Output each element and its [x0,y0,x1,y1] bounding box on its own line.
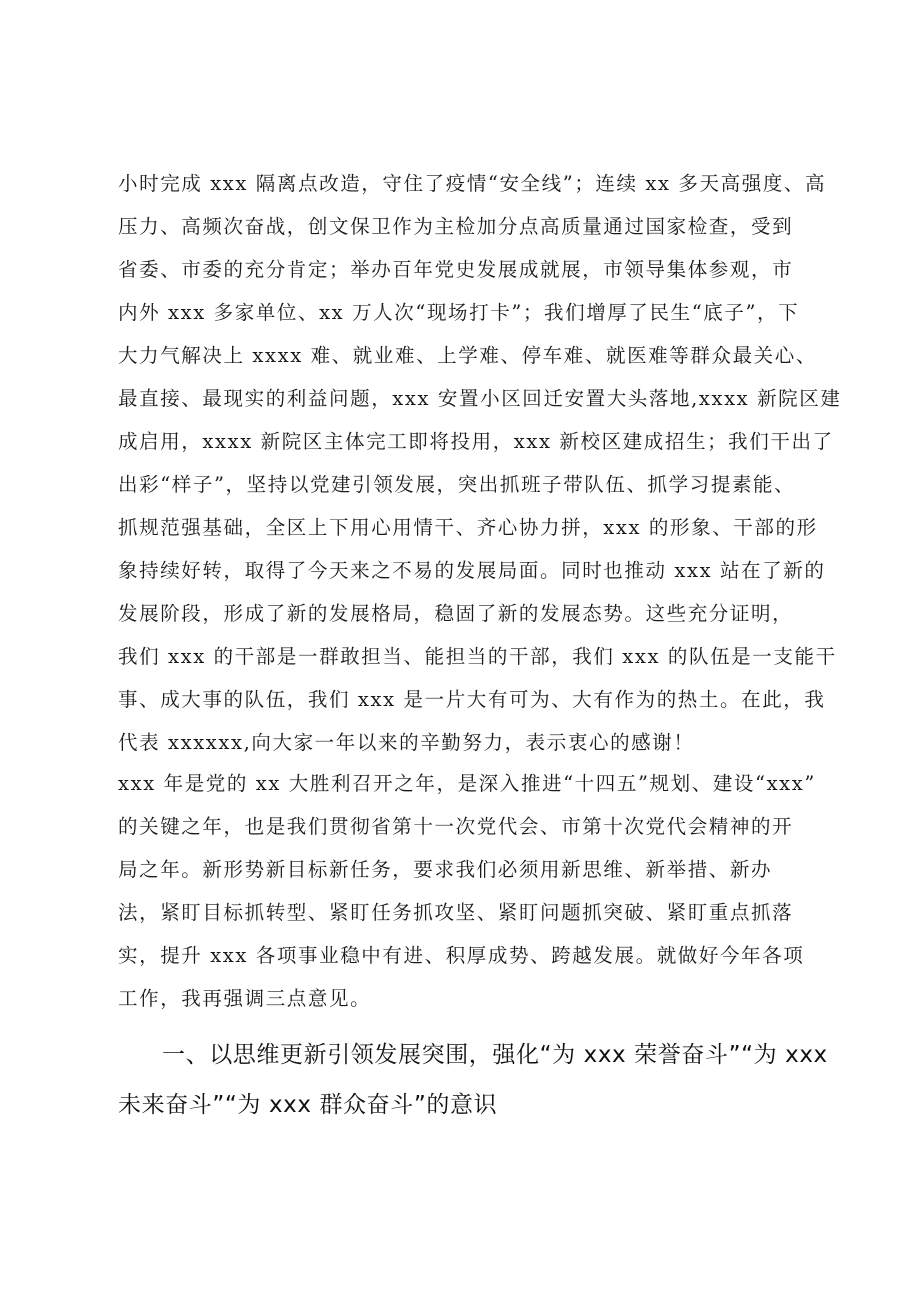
body-line: 局之年。新形势新目标新任务，要求我们必须用新思维、新举措、新办 [118,858,773,881]
body-line: 工作，我再强调三点意见。 [118,987,372,1010]
body-line: 出彩“样子”，坚持以党建引领发展，突出抓班子带队伍、抓学习提素能、 [118,473,796,496]
body-line: 内外 xxx 多家单位、xx 万人次“现场打卡”；我们增厚了民生“底子”，下 [118,301,800,324]
body-line: 法，紧盯目标抓转型、紧盯任务抓攻坚、紧盯问题抓突破、紧盯重点抓落 [118,901,794,924]
body-line: 象持续好转，取得了今天来之不易的发展局面。同时也推动 xxx 站在了新的 [118,559,826,582]
body-line: 的关键之年，也是我们贯彻省第十一次党代会、市第十次党代会精神的开 [118,815,794,838]
body-line: 代表 xxxxxx,向大家一年以来的辛勤努力，表示衷心的感谢！ [118,731,695,754]
section-heading-line-1: 一、以思维更新引领发展突围，强化“为 xxx 荣誉奋斗”“为 xxx [162,1042,828,1068]
body-line: 压力、高频次奋战，创文保卫作为主检加分点高质量通过国家检查，受到 [118,215,794,238]
body-line: 抓规范强基础，全区上下用心用情干、齐心协力拼，xxx 的形象、干部的形 [118,516,818,539]
body-line: 实，提升 xxx 各项事业稳中有进、积厚成势、跨越发展。就做好今年各项 [118,944,805,967]
body-line: 发展阶段，形成了新的发展格局，稳固了新的发展态势。这些充分证明， [118,602,794,625]
body-line: 省委、市委的充分肯定；举办百年党史发展成就展，市领导集体参观，市 [118,258,794,281]
section-heading-line-2: 未来奋斗”“为 xxx 群众奋斗”的意识 [118,1092,498,1118]
body-line: 大力气解决上 xxxx 难、就业难、上学难、停车难、就医难等群众最关心、 [118,344,817,367]
body-line: 事、成大事的队伍，我们 xxx 是一片大有可为、大有作为的热土。在此，我 [118,688,826,711]
body-line: 最直接、最现实的利益问题，xxx 安置小区回迁安置大头落地,xxxx 新院区建 [118,387,842,410]
body-line: xxx 年是党的 xx 大胜利召开之年，是深入推进“十四五”规划、建设“xxx” [118,772,816,795]
body-line: 我们 xxx 的干部是一群敢担当、能担当的干部，我们 xxx 的队伍是一支能干 [118,645,837,668]
body-line: 成启用，xxxx 新院区主体完工即将投用，xxx 新校区建成招生；我们干出了 [118,430,834,453]
body-line: 小时完成 xxx 隔离点改造，守住了疫情“安全线”；连续 xx 多天高强度、高 [118,172,827,195]
